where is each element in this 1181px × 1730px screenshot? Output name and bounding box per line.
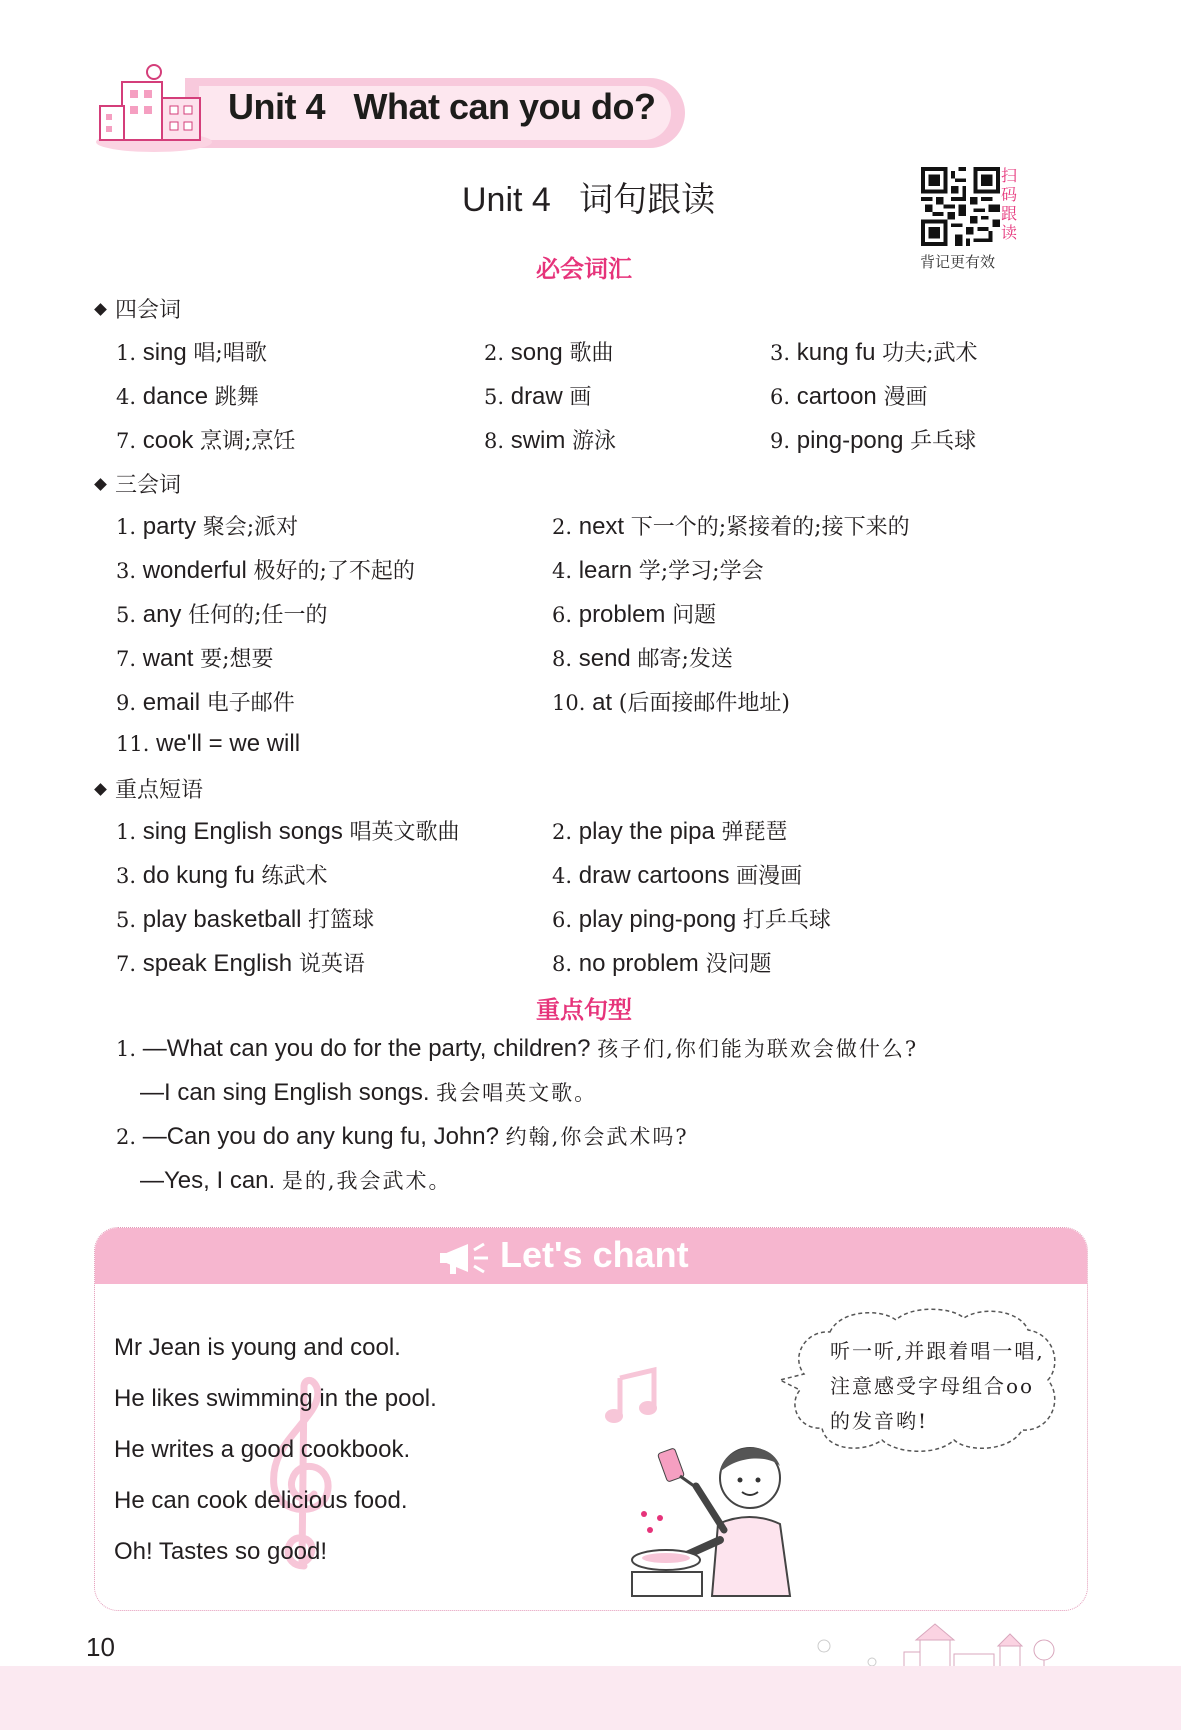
chant-line: Oh! Tastes so good!: [114, 1538, 328, 1565]
chant-line: Mr Jean is young and cool.: [114, 1334, 401, 1361]
sentence-heading: 重点句型: [536, 996, 632, 1024]
four-skill-heading: 四会词: [92, 293, 181, 324]
bubble-text: 听一听,并跟着唱一唱,注意感受字母组合oo的发音哟!: [830, 1339, 1045, 1433]
town-decoration-icon: [800, 1616, 1080, 1672]
vocab-item: 8. swim 游泳: [484, 427, 617, 454]
phrases-heading: 重点短语: [92, 773, 203, 804]
vocab-item: 7. cook 烹调;烹饪: [116, 427, 296, 454]
sentence-item: —Yes, I can. 是的,我会武术。: [140, 1167, 452, 1194]
vocab-item: 6. cartoon 漫画: [770, 383, 928, 410]
vocab-item: 11. we'll = we will: [116, 730, 301, 757]
vocab-item: 2. song 歌曲: [484, 339, 614, 366]
qr-caption: 背记更有效: [920, 253, 996, 271]
building-illustration-icon: [92, 60, 217, 155]
qr-code-icon[interactable]: [921, 167, 1000, 246]
music-note-icon: [604, 1366, 664, 1426]
phrase-item: 6. play ping-pong 打乒乓球: [552, 906, 831, 933]
qr-side-label: 扫码跟读: [1001, 166, 1018, 242]
cooking-boy-illustration-icon: [620, 1420, 810, 1600]
sentence-item: —I can sing English songs. 我会唱英文歌。: [140, 1079, 598, 1106]
vocab-item: 9. ping-pong 乒乓球: [770, 427, 977, 454]
chant-title: Let's chant: [500, 1234, 689, 1275]
vocab-item: 1. sing 唱;唱歌: [116, 339, 267, 366]
three-skill-heading: 三会词: [92, 468, 181, 499]
megaphone-icon: [438, 1238, 494, 1278]
footer-strip: [0, 1666, 1181, 1730]
vocab-item: 5. any 任何的;任一的: [116, 601, 328, 628]
vocab-item: 5. draw 画: [484, 383, 592, 410]
vocab-item: 10. at (后面接邮件地址): [552, 689, 790, 716]
sentence-item: 2. —Can you do any kung fu, John? 约翰,你会武术吗?: [116, 1123, 689, 1150]
vocab-item: 8. send 邮寄;发送: [552, 645, 733, 672]
vocab-item: 6. problem 问题: [552, 601, 717, 628]
chant-line: He can cook delicious food.: [114, 1487, 408, 1514]
phrase-item: 4. draw cartoons 画漫画: [552, 862, 803, 889]
vocab-item: 3. kung fu 功夫;武术: [770, 339, 978, 366]
unit-title: Unit 4 What can you do?: [228, 86, 656, 127]
vocab-item: 4. dance 跳舞: [116, 383, 259, 410]
vocab-item: 3. wonderful 极好的;了不起的: [116, 557, 415, 584]
phrase-item: 8. no problem 没问题: [552, 950, 772, 977]
vocab-item: 4. learn 学;学习;学会: [552, 557, 764, 584]
vocab-item: 7. want 要;想要: [116, 645, 274, 672]
vocab-heading: 必会词汇: [536, 255, 632, 283]
sentence-item: 1. —What can you do for the party, children? 孩子们,你们能为联欢会做什么?: [116, 1035, 919, 1062]
phrase-item: 7. speak English 说英语: [116, 950, 365, 977]
page-number: 10: [86, 1632, 115, 1662]
vocab-item: 2. next 下一个的;紧接着的;接下来的: [552, 513, 910, 540]
phrase-item: 2. play the pipa 弹琵琶: [552, 818, 788, 845]
chant-line: He likes swimming in the pool.: [114, 1385, 437, 1412]
vocab-item: 9. email 电子邮件: [116, 689, 295, 716]
page-title: Unit 4 词句跟读: [462, 181, 716, 219]
phrase-item: 1. sing English songs 唱英文歌曲: [116, 818, 460, 845]
vocab-item: 1. party 聚会;派对: [116, 513, 299, 540]
chant-line: He writes a good cookbook.: [114, 1436, 411, 1463]
phrase-item: 3. do kung fu 练武术: [116, 862, 328, 889]
phrase-item: 5. play basketball 打篮球: [116, 906, 375, 933]
